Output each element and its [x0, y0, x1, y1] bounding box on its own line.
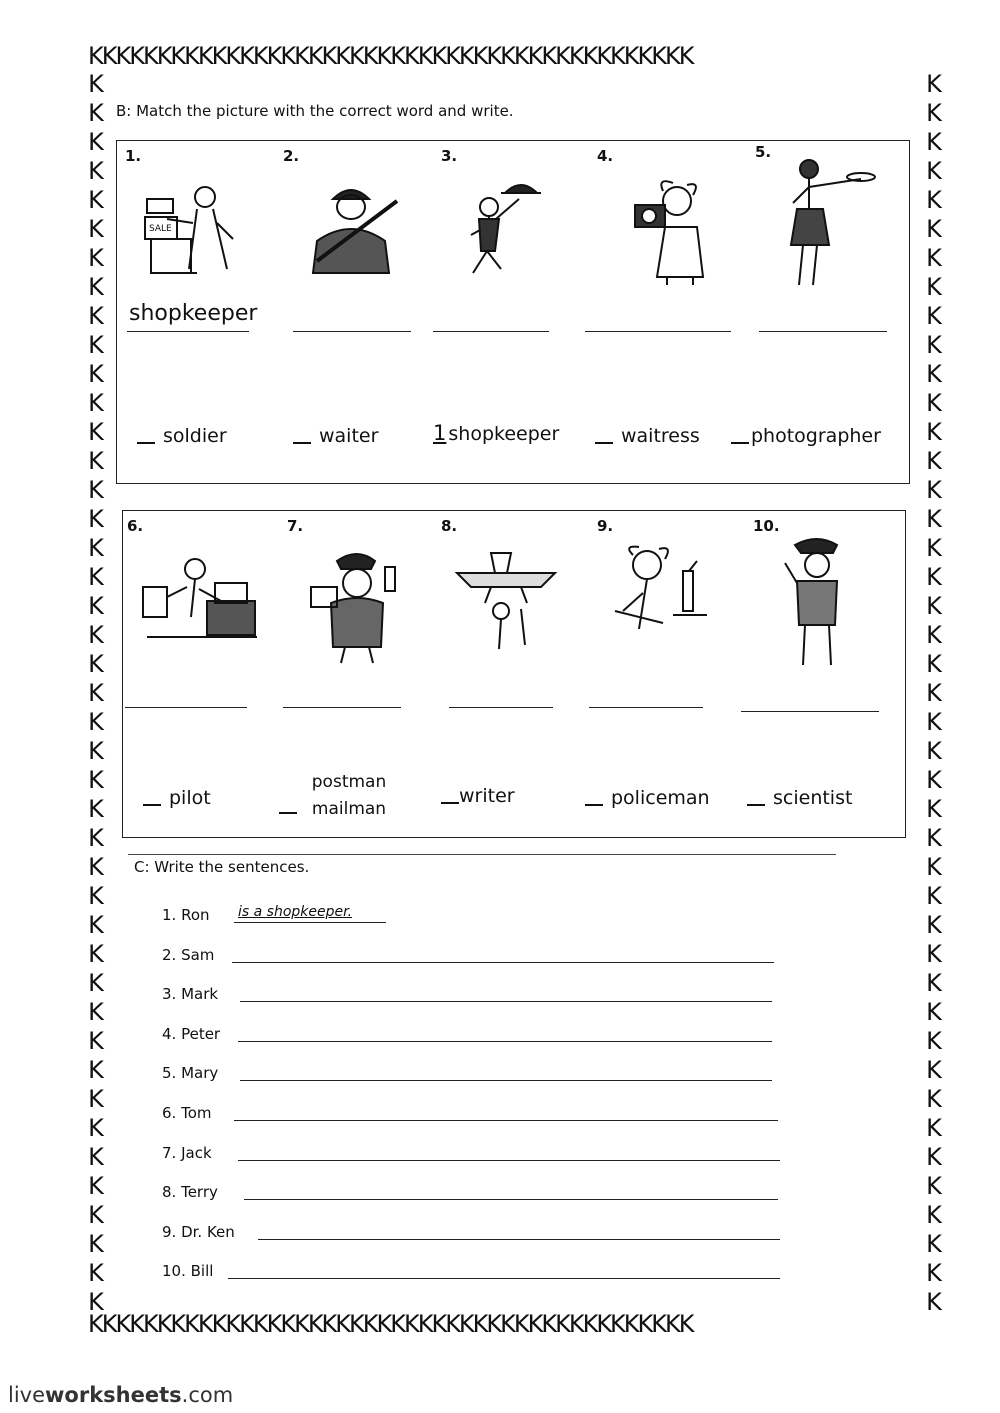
scientist-icon	[603, 541, 723, 651]
answer-blank-6[interactable]	[125, 707, 247, 708]
example-answer: shopkeeper	[129, 301, 258, 326]
item-number-5: 5.	[755, 143, 772, 161]
answer-blank-8[interactable]	[449, 707, 553, 708]
soldier-icon	[297, 181, 407, 281]
word-writer[interactable]: writer	[441, 785, 515, 807]
word-policeman[interactable]: policeman	[585, 787, 710, 809]
sentence-input-line[interactable]	[258, 1239, 780, 1240]
sentence-input-line[interactable]	[238, 1041, 772, 1042]
postman-icon	[301, 547, 411, 667]
sentence-input-line[interactable]	[240, 1001, 772, 1002]
answer-blank-4[interactable]	[585, 331, 731, 332]
sentence-label: 1. Ron	[162, 906, 210, 924]
word-waiter[interactable]: waiter	[293, 425, 378, 447]
bottom-border: KKKKKKKKKKKKKKKKKKKKKKKKKKKKKKKKKKKKKKKKKKKK	[88, 1310, 693, 1338]
answer-blank-9[interactable]	[589, 707, 703, 708]
writer-icon	[137, 547, 267, 657]
waitress-icon	[777, 153, 877, 293]
sentence-label: 2. Sam	[162, 945, 215, 964]
word-photographer[interactable]: photographer	[731, 425, 881, 447]
answer-blank-2[interactable]	[293, 331, 411, 332]
sentence-input-line[interactable]	[244, 1199, 778, 1200]
sentence-label: 10. Bill	[162, 1262, 214, 1281]
sentence-label: 5. Mary	[162, 1064, 219, 1083]
shopkeeper-icon	[137, 179, 247, 289]
sentence-input-line[interactable]	[228, 1278, 780, 1279]
sentence-label: 4. Peter	[162, 1024, 221, 1043]
answer-blank-1[interactable]	[127, 331, 249, 332]
example-underline	[234, 922, 386, 923]
answer-blank-3[interactable]	[433, 331, 549, 332]
item-number-9: 9.	[597, 517, 614, 535]
sentence-label: 3. Mark	[162, 985, 219, 1004]
sentence-label: 7. Jack	[162, 1143, 212, 1162]
item-number-3: 3.	[441, 147, 458, 165]
svg-text:SALE: SALE	[149, 224, 172, 234]
match-box-1	[116, 140, 910, 484]
example-sentence: is a shopkeeper.	[238, 904, 353, 920]
right-border: K K K K K K K K K K K K K K K K K K K K K K K K K K K K K K K K K K K K K K K K K K K	[926, 70, 942, 1315]
photographer-icon	[617, 177, 727, 287]
sentence-label: 9. Dr. Ken	[162, 1222, 235, 1241]
sentence-label: 8. Terry	[162, 1183, 218, 1202]
waiter-icon	[455, 173, 555, 283]
sentence-label: 6. Tom	[162, 1104, 212, 1122]
section-divider	[128, 854, 836, 855]
answer-blank-5[interactable]	[759, 331, 887, 332]
section-c-heading: C: Write the sentences.	[134, 858, 310, 876]
worksheet-page	[88, 40, 948, 1340]
match-box-2	[122, 510, 906, 838]
sentence-input-line[interactable]	[240, 1080, 772, 1081]
top-border: KKKKKKKKKKKKKKKKKKKKKKKKKKKKKKKKKKKKKKKKKKKK	[88, 42, 693, 70]
answer-blank-7[interactable]	[283, 707, 401, 708]
sentence-input-line[interactable]	[238, 1160, 780, 1161]
word-soldier[interactable]: soldier	[137, 425, 227, 447]
word-pilot[interactable]: pilot	[143, 787, 211, 809]
pilot-icon	[451, 533, 561, 653]
brand-logo: liveworksheets.com	[8, 1383, 234, 1407]
item-number-7: 7.	[287, 517, 304, 535]
item-number-1: 1.	[125, 147, 142, 165]
left-border: K K K K K K K K K K K K K K K K K K K K K K K K K K K K K K K K K K K K K K K K K K K	[88, 70, 104, 1315]
word-scientist[interactable]: scientist	[747, 787, 852, 809]
word-waitress[interactable]: waitress	[595, 425, 700, 447]
item-number-8: 8.	[441, 517, 458, 535]
item-number-10: 10.	[753, 517, 780, 535]
item-number-2: 2.	[283, 147, 300, 165]
word-shopkeeper[interactable]: 1 shopkeeper	[433, 421, 560, 445]
policeman-icon	[773, 533, 863, 673]
item-number-6: 6.	[127, 517, 144, 535]
section-b-heading: B: Match the picture with the correct word and write.	[116, 102, 514, 120]
sentence-input-line[interactable]	[232, 962, 774, 963]
sentence-input-line[interactable]	[234, 1120, 778, 1121]
word-postman-mailman[interactable]: postman mailman	[311, 772, 387, 819]
item-number-4: 4.	[597, 147, 614, 165]
answer-blank-10[interactable]	[741, 711, 879, 712]
